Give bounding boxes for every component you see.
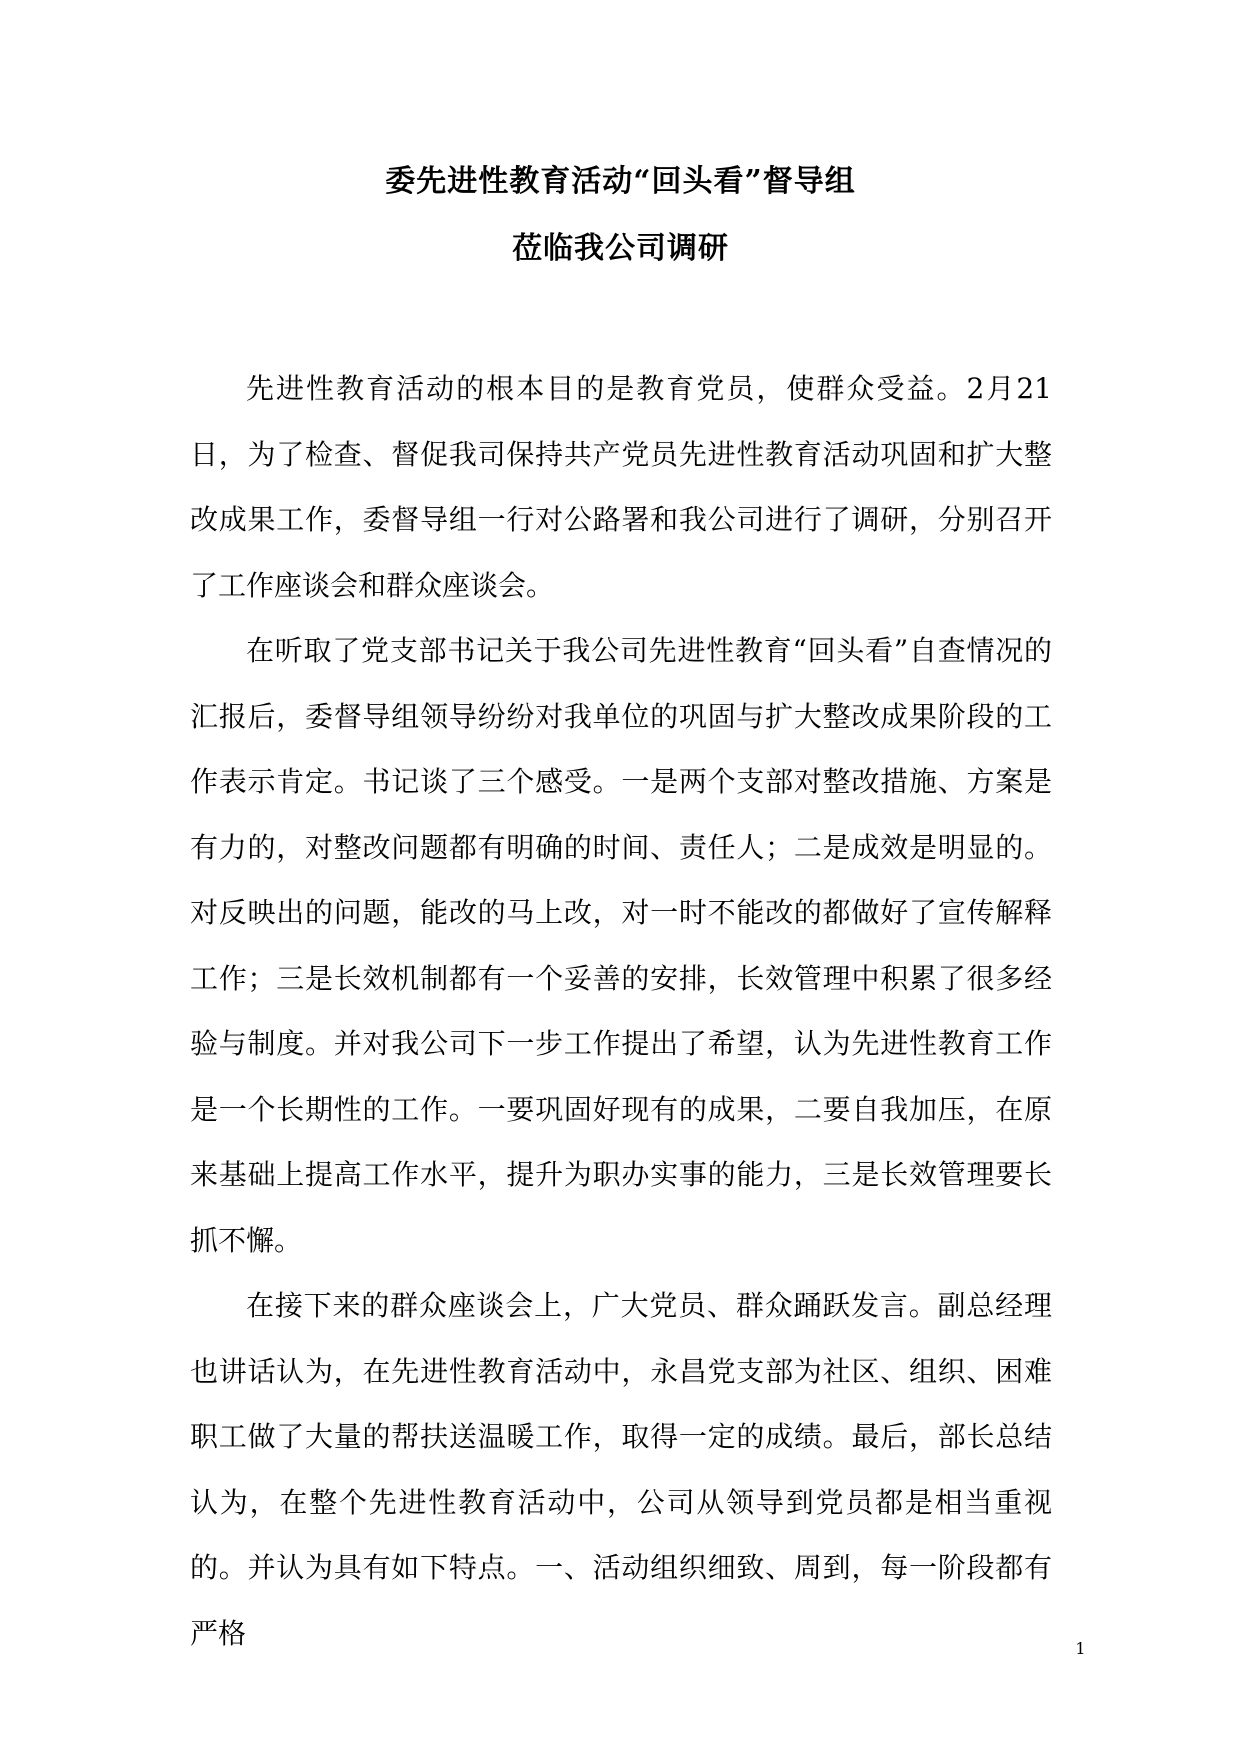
page-number: 1 [1075, 1639, 1086, 1658]
paragraph-2: 在听取了党支部书记关于我公司先进性教育“回头看”自查情况的汇报后，委督导组领导纷纷对我单位的巩固与扩大整改成果阶段的工作表示肯定。书记谈了三个感受。一是两个支部对整改措施、方案是有力的，对整改问题都有明确的时间、责任人；二是成效是明显的。对反映出的问题，能改的马上改，对一时不能改的都做好了宣传解释工作；三是长效机制都有一个妥善的安排，长效管理中积累了很多经验与制度。并对我公司下一步工作提出了希望，认为先进性教育工作是一个长期性的工作。一要巩固好现有的成果，二要自我加压，在原来基础上提高工作水平，提升为职办实事的能力，三是长效管理要长抓不懈。 [190, 634, 1052, 1257]
paragraph-1: 先进性教育活动的根本目的是教育党员，使群众受益。2月21日，为了检查、督促我司保持共产党员先进性教育活动巩固和扩大整改成果工作，委督导组一行对公路署和我公司进行了调研，分别召开了工作座谈会和群众座谈会。 [190, 372, 1052, 602]
document-title-line-1: 委先进性教育活动“回头看”督导组 [385, 164, 856, 199]
document-title-line-2: 莅临我公司调研 [512, 231, 729, 266]
document-body [190, 356, 1052, 1666]
paragraph-3: 在接下来的群众座谈会上，广大党员、群众踊跃发言。副总经理也讲话认为，在先进性教育活动中，永昌党支部为社区、组织、困难职工做了大量的帮扶送温暖工作，取得一定的成绩。最后，部长总结认为，在整个先进性教育活动中，公司从领导到党员都是相当重视的。并认为具有如下特点。一、活动组织细致、周到，每一阶段都有严格 [190, 1289, 1052, 1650]
